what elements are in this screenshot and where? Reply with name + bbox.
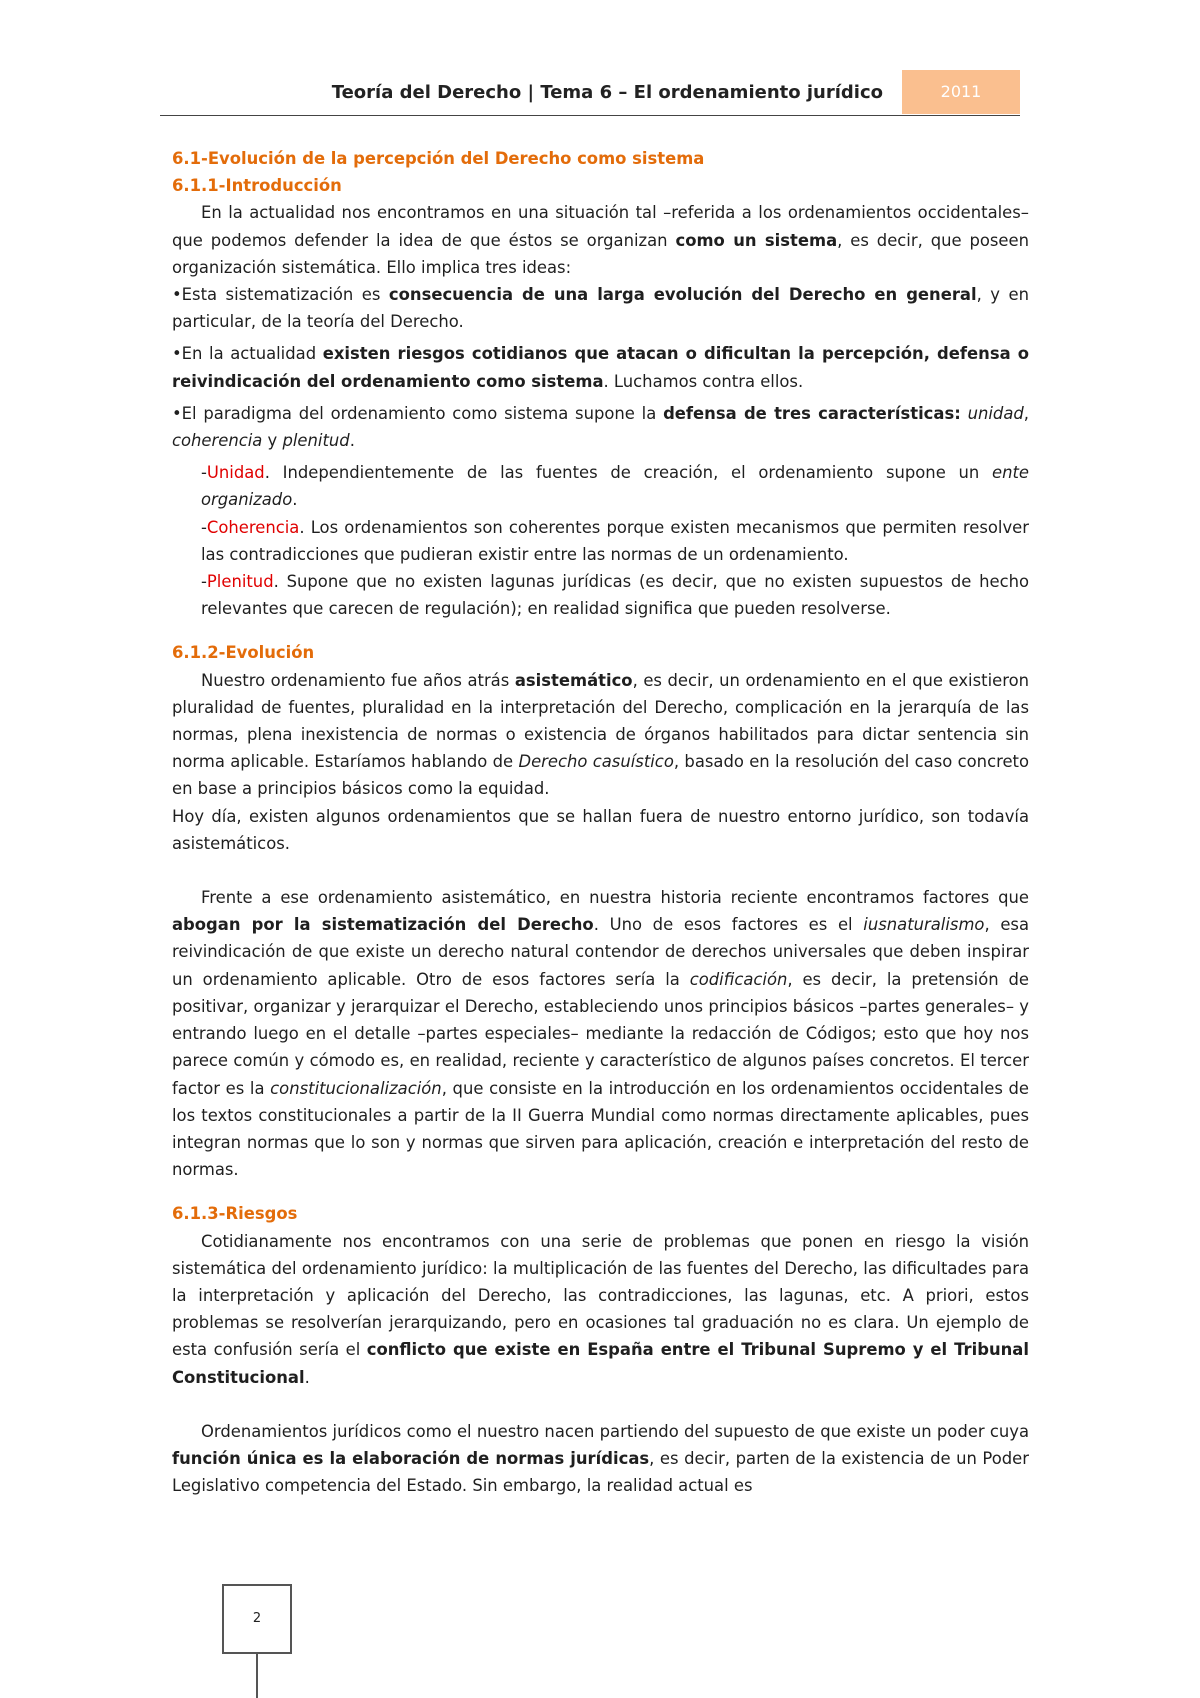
characteristic-plenitud: -Plenitud. Supone que no existen lagunas jurídicas (es decir, que no existen supuestos de hecho relevantes que carecen de regulación); en realidad significa que pueden resolverse.	[201, 572, 1029, 619]
bullet-item-3: •El paradigma del ordenamiento como sistema supone la defensa de tres características: unidad, coherencia y plenitud.	[172, 403, 1029, 451]
bullet-item-1: •Esta sistematización es consecuencia de una larga evolución del Derecho en general, y en particular, de la teoría del Derecho.	[172, 285, 1029, 332]
section-heading-6-1: 6.1-Evolución de la percepción del Derecho como sistema	[172, 149, 705, 168]
spacer	[172, 1391, 1029, 1418]
header-year-badge: 2011	[902, 70, 1020, 114]
page-number-box	[222, 1584, 292, 1654]
section-heading-6-1-3: 6.1.3-Riesgos	[172, 1204, 298, 1224]
page-number-line	[256, 1652, 258, 1698]
section-heading-6-1-2: 6.1.2-Evolución	[172, 643, 315, 663]
characteristic-coherencia: -Coherencia. Los ordenamientos son coherentes porque existen mecanismos que permiten resolver las contradicciones que pudieran existir entre las normas de un ordenamiento.	[201, 517, 1029, 564]
section-heading-6-1-1: 6.1.1-Introducción	[172, 176, 342, 196]
term-unidad: Unidad	[206, 463, 265, 483]
spacer	[172, 622, 1029, 639]
characteristic-unidad: -Unidad. Independientemente de las fuentes de creación, el ordenamiento supone un ente organizado.	[201, 463, 1029, 510]
header-divider	[160, 115, 1020, 116]
spacer	[172, 857, 1029, 884]
evolucion-paragraph-1: Nuestro ordenamiento fue años atrás asistemático, es decir, un ordenamiento en el que existieron pluralidad de fuentes, pluralidad en la interpretación del Derecho, complicación en la jerarquía de las normas, plena inexistencia de normas o existencia de órganos habilitados para dictar sentencia sin norma aplicable. Estaríamos hablando de Derecho casuístico, basado en la resolución del caso concreto en base a principios básicos como la equidad.	[172, 670, 1030, 799]
riesgos-paragraph-1: Cotidianamente nos encontramos con una serie de problemas que ponen en riesgo la visión sistemática del ordenamiento jurídico: la multiplicación de las fuentes del Derecho, las dificultades para la interpretación y aplicación del Derecho, las contradicciones, las lagunas, etc. A priori, estos problemas se resolverían jerarquizando, pero en ocasiones tal graduación no es clara. Un ejemplo de esta confusión sería el conflicto que existe en España entre el Tribunal Supremo y el Tribunal Constitucional.	[172, 1231, 1029, 1387]
evolucion-paragraph-2: Hoy día, existen algunos ordenamientos que se hallan fuera de nuestro entorno jurídico, son todavía asistemáticos.	[172, 806, 1029, 853]
intro-paragraph: En la actualidad nos encontramos en una situación tal –referida a los ordenamientos occidentales– que podemos defender la idea de que éstos se organizan como un sistema, es decir, que poseen organización sistemática. Ello implica tres ideas:	[172, 203, 1029, 277]
page-content	[172, 145, 1029, 1499]
header-title: Teoría del Derecho | Tema 6 – El ordenamiento jurídico	[331, 82, 883, 103]
evolucion-paragraph-3: Frente a ese ordenamiento asistemático, en nuestra historia reciente encontramos factores que abogan por la sistematización del Derecho. Uno de esos factores es el iusnaturalismo, esa reivindicación de que existe un derecho natural contendor de derechos universales que deben inspirar un ordenamiento aplicable. Otro de esos factores sería la codificación, es decir, la pretensión de positivar, organizar y jerarquizar el Derecho, estableciendo unos principios básicos –partes generales– y entrando luego en el detalle –partes especiales– mediante la redacción de Códigos; esto que hoy nos parece común y cómodo es, en realidad, reciente y característico de algunos países concretos. El tercer factor es la constitucionalización, que consiste en la introducción en los ordenamientos occidentales de los textos constitucionales a partir de la II Guerra Mundial como normas directamente aplicables, pues integran normas que lo son y normas que sirven para aplicación, creación e interpretación del resto de normas.	[172, 888, 1029, 1180]
page-header	[160, 70, 1020, 116]
term-coherencia: Coherencia	[206, 517, 300, 537]
spacer	[172, 1183, 1029, 1200]
page-number: 2	[252, 1611, 262, 1626]
term-plenitud: Plenitud	[206, 572, 274, 592]
bullet-item-2: •En la actualidad existen riesgos cotidianos que atacan o dificultan la percepción, defensa o reivindicación del ordenamiento como sistema. Luchamos contra ellos.	[172, 344, 1029, 391]
riesgos-paragraph-2: Ordenamientos jurídicos como el nuestro nacen partiendo del supuesto de que existe un poder cuya función única es la elaboración de normas jurídicas, es decir, parten de la existencia de un Poder Legislativo competencia del Estado. Sin embargo, la realidad actual es	[172, 1421, 1029, 1496]
